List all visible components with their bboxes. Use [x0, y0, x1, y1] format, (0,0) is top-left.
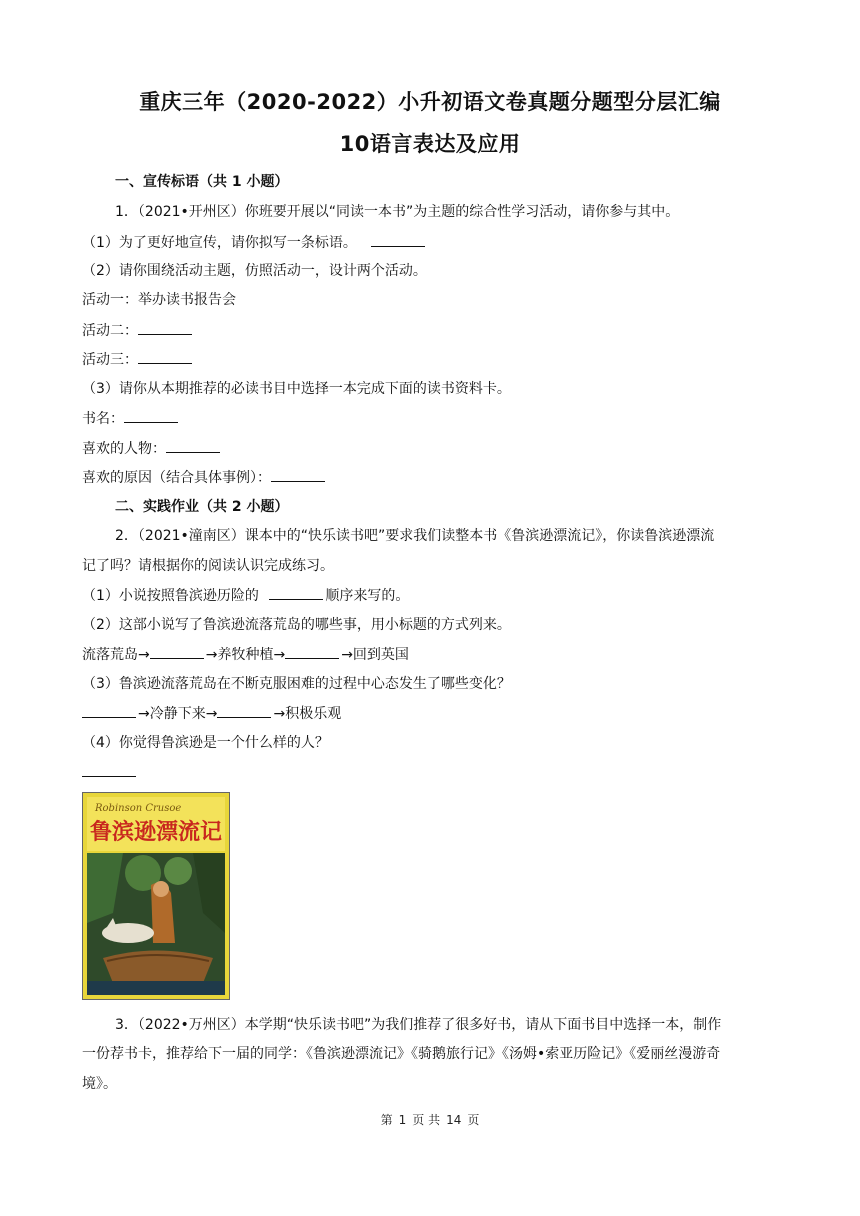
- plot-chain-middle: →养牧种植→: [205, 647, 286, 663]
- footer-prefix: 第: [380, 1113, 393, 1127]
- plot-chain: [82, 644, 782, 665]
- book-cover-illustration: [83, 793, 229, 999]
- favorite-character-row: [82, 438, 782, 459]
- footer-page-number: 1: [398, 1113, 407, 1127]
- question-2-intro-line-1: 2．（2021•潼南区）课本中的“快乐读书吧”要求我们读整本书《鲁滨逊漂流记》，你读鲁滨逊漂流: [115, 528, 715, 544]
- question-2-part-3: （3）鲁滨逊流落荒岛在不断克服困难的过程中心态发生了哪些变化？: [82, 676, 511, 692]
- footer-suffix: 页: [467, 1113, 480, 1127]
- cover-main-title: 鲁滨逊漂流记: [89, 820, 223, 845]
- activity-3-label: 活动三：: [82, 352, 138, 368]
- answer-blank: [285, 644, 339, 659]
- question-1-intro: 1．（2021•开州区）你班要开展以“同读一本书”为主题的综合性学习活动，请你参与其中。: [115, 204, 680, 220]
- answer-blank: [82, 762, 136, 777]
- mood-chain-middle: →冷静下来→: [138, 706, 218, 722]
- answer-blank: [271, 467, 325, 482]
- question-3-line-1: 3．（2022•万州区）本学期“快乐读书吧”为我们推荐了很多好书，请从下面书目中选择一本，制作: [115, 1017, 722, 1033]
- document-subtitle: 10语言表达及应用: [339, 132, 521, 156]
- plot-chain-end: →回到英国: [341, 647, 409, 663]
- answer-blank: [217, 703, 271, 718]
- book-name-label: 书名：: [82, 411, 124, 427]
- question-2-part-4: （4）你觉得鲁滨逊是一个什么样的人？: [82, 735, 329, 751]
- favorite-character-label: 喜欢的人物：: [82, 441, 166, 457]
- mood-chain: [82, 703, 782, 724]
- answer-blank: [124, 408, 178, 423]
- question-3-line-3: 境》。: [82, 1076, 117, 1092]
- answer-blank: [82, 703, 136, 718]
- answer-blank: [150, 644, 204, 659]
- favorite-reason-row: [82, 467, 782, 488]
- answer-blank: [166, 438, 220, 453]
- question-2-part-1: [82, 585, 782, 606]
- question-2-intro-line-2: 记了吗？请根据你的阅读认识完成练习。: [82, 558, 334, 574]
- question-2-part-1-tail: 顺序来写的。: [325, 588, 410, 604]
- answer-blank: [269, 585, 323, 600]
- question-1-part-2: （2）请你围绕活动主题，仿照活动一，设计两个活动。: [82, 263, 427, 279]
- answer-blank: [138, 349, 192, 364]
- book-cover-image: [82, 792, 230, 1000]
- footer-middle: 页 共: [412, 1113, 441, 1127]
- question-3-line-2: 一份荐书卡，推荐给下一届的同学：《鲁滨逊漂流记》《骑鹅旅行记》《汤姆•索亚历险记》《爱丽丝漫游奇: [82, 1046, 721, 1062]
- book-name-row: [82, 408, 782, 429]
- activity-2-label: 活动二：: [82, 323, 138, 339]
- question-1-part-1-text: （1）为了更好地宣传，请你拟写一条标语。: [82, 235, 357, 251]
- cover-script-title: Robinson Crusoe: [95, 803, 182, 814]
- mood-chain-end: →积极乐观: [273, 706, 342, 722]
- activity-1: 活动一：举办读书报告会: [82, 292, 236, 308]
- question-2-answer-row: [82, 762, 782, 783]
- page-footer: [0, 1111, 860, 1128]
- answer-blank: [138, 320, 192, 335]
- activity-3: [82, 349, 782, 370]
- question-2-part-1-text: （1）小说按照鲁滨逊历险的: [82, 588, 259, 604]
- plot-chain-start: 流落荒岛→: [82, 647, 150, 663]
- footer-total-pages: 14: [446, 1113, 462, 1127]
- favorite-reason-label: 喜欢的原因（结合具体事例）：: [82, 470, 271, 486]
- question-1-part-3: （3）请你从本期推荐的必读书目中选择一本完成下面的读书资料卡。: [82, 381, 511, 397]
- document-title: 重庆三年（2020-2022）小升初语文卷真题分题型分层汇编: [139, 90, 721, 114]
- answer-blank: [371, 232, 425, 247]
- question-2-part-2: （2）这部小说写了鲁滨逊流落荒岛的哪些事，用小标题的方式列来。: [82, 617, 511, 633]
- section-heading-2: 二、实践作业（共 2 小题）: [115, 499, 289, 515]
- section-heading-1: 一、宣传标语（共 1 小题）: [115, 174, 289, 190]
- question-1-part-1: [82, 232, 782, 253]
- activity-2: [82, 320, 782, 341]
